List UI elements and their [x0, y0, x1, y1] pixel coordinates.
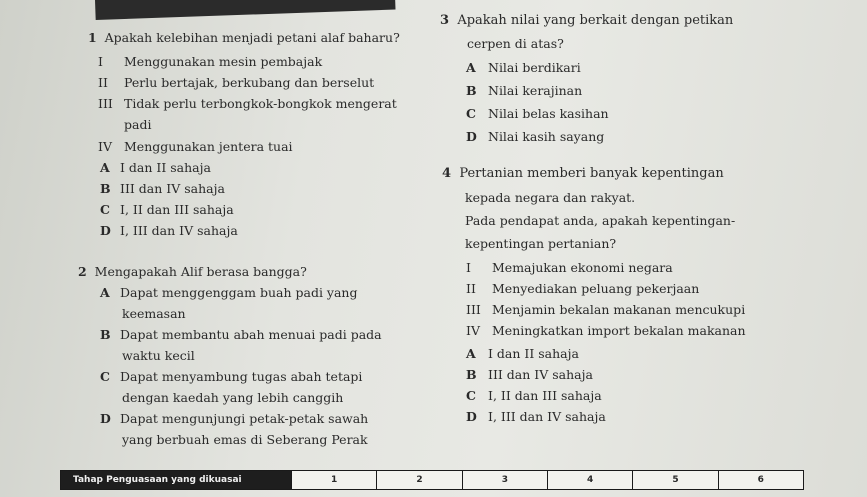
q2-option-a-cont: keemasan	[122, 306, 186, 321]
q1-option-b[interactable]: B III dan IV sahaja	[100, 181, 225, 196]
q3-option-d[interactable]: D Nilai kasih sayang	[466, 129, 605, 144]
q1-item-1: I Menggunakan mesin pembajak	[98, 54, 323, 69]
q1-item-2: II Perlu bertajak, berkubang dan berselut	[98, 75, 375, 90]
q1-item-4: IV Menggunakan jentera tuai	[98, 139, 293, 154]
q3-question-cont: cerpen di atas?	[467, 36, 564, 51]
q4-option-d[interactable]: D I, III dan IV sahaja	[466, 409, 606, 424]
q4-option-a[interactable]: A I dan II sahaja	[466, 346, 579, 361]
mastery-level-table	[60, 470, 804, 490]
q4-item-1: I Memajukan ekonomi negara	[466, 260, 673, 275]
q4-question-line3: Pada pendapat anda, apakah kepentingan-	[465, 213, 736, 228]
q1-option-a[interactable]: A I dan II sahaja	[100, 160, 211, 175]
q1-option-d[interactable]: D I, III dan IV sahaja	[100, 223, 238, 238]
q1-question: 1 Apakah kelebihan menjadi petani alaf baharu?	[88, 30, 400, 45]
q2-option-c[interactable]: C Dapat menyambung tugas abah tetapi	[100, 369, 363, 384]
top-black-bar	[95, 0, 396, 20]
q1-option-c[interactable]: C I, II dan III sahaja	[100, 202, 234, 217]
mastery-level-2[interactable]: 2	[376, 471, 461, 489]
q3-option-b[interactable]: B Nilai kerajinan	[466, 83, 583, 98]
mastery-level-4[interactable]: 4	[547, 471, 632, 489]
q1-item-3: III Tidak perlu terbongkok-bongkok mengerat	[98, 96, 397, 111]
q4-option-c[interactable]: C I, II dan III sahaja	[466, 388, 602, 403]
q4-item-4: IV Meningkatkan import bekalan makanan	[466, 323, 746, 338]
q2-option-c-cont: dengan kaedah yang lebih canggih	[122, 390, 344, 405]
q2-question: 2 Mengapakah Alif berasa bangga?	[78, 264, 307, 279]
q4-item-2: II Menyediakan peluang pekerjaan	[466, 281, 700, 296]
q2-option-a[interactable]: A Dapat menggenggam buah padi yang	[100, 285, 358, 300]
q1-item-3-cont: padi	[124, 117, 152, 132]
q2-option-d-cont: yang berbuah emas di Seberang Perak	[122, 432, 368, 447]
mastery-level-6[interactable]: 6	[718, 471, 803, 489]
q2-option-d[interactable]: D Dapat mengunjungi petak-petak sawah	[100, 411, 369, 426]
q4-option-b[interactable]: B III dan IV sahaja	[466, 367, 593, 382]
q4-question-line2: kepada negara dan rakyat.	[465, 190, 636, 205]
q3-question: 3 Apakah nilai yang berkait dengan petikan	[440, 13, 734, 28]
mastery-label: Tahap Penguasaan yang dikuasai	[61, 471, 291, 489]
q2-option-b[interactable]: B Dapat membantu abah menuai padi pada	[100, 327, 382, 342]
mastery-level-1[interactable]: 1	[291, 471, 376, 489]
q4-question-line4: kepentingan pertanian?	[465, 236, 617, 251]
mastery-level-5[interactable]: 5	[632, 471, 717, 489]
q3-option-c[interactable]: C Nilai belas kasihan	[466, 106, 609, 121]
q2-option-b-cont: waktu kecil	[122, 348, 195, 363]
mastery-level-3[interactable]: 3	[462, 471, 547, 489]
q4-question: 4 Pertanian memberi banyak kepentingan	[442, 166, 724, 181]
q4-item-3: III Menjamin bekalan makanan mencukupi	[466, 302, 746, 317]
q3-option-a[interactable]: A Nilai berdikari	[466, 60, 581, 75]
